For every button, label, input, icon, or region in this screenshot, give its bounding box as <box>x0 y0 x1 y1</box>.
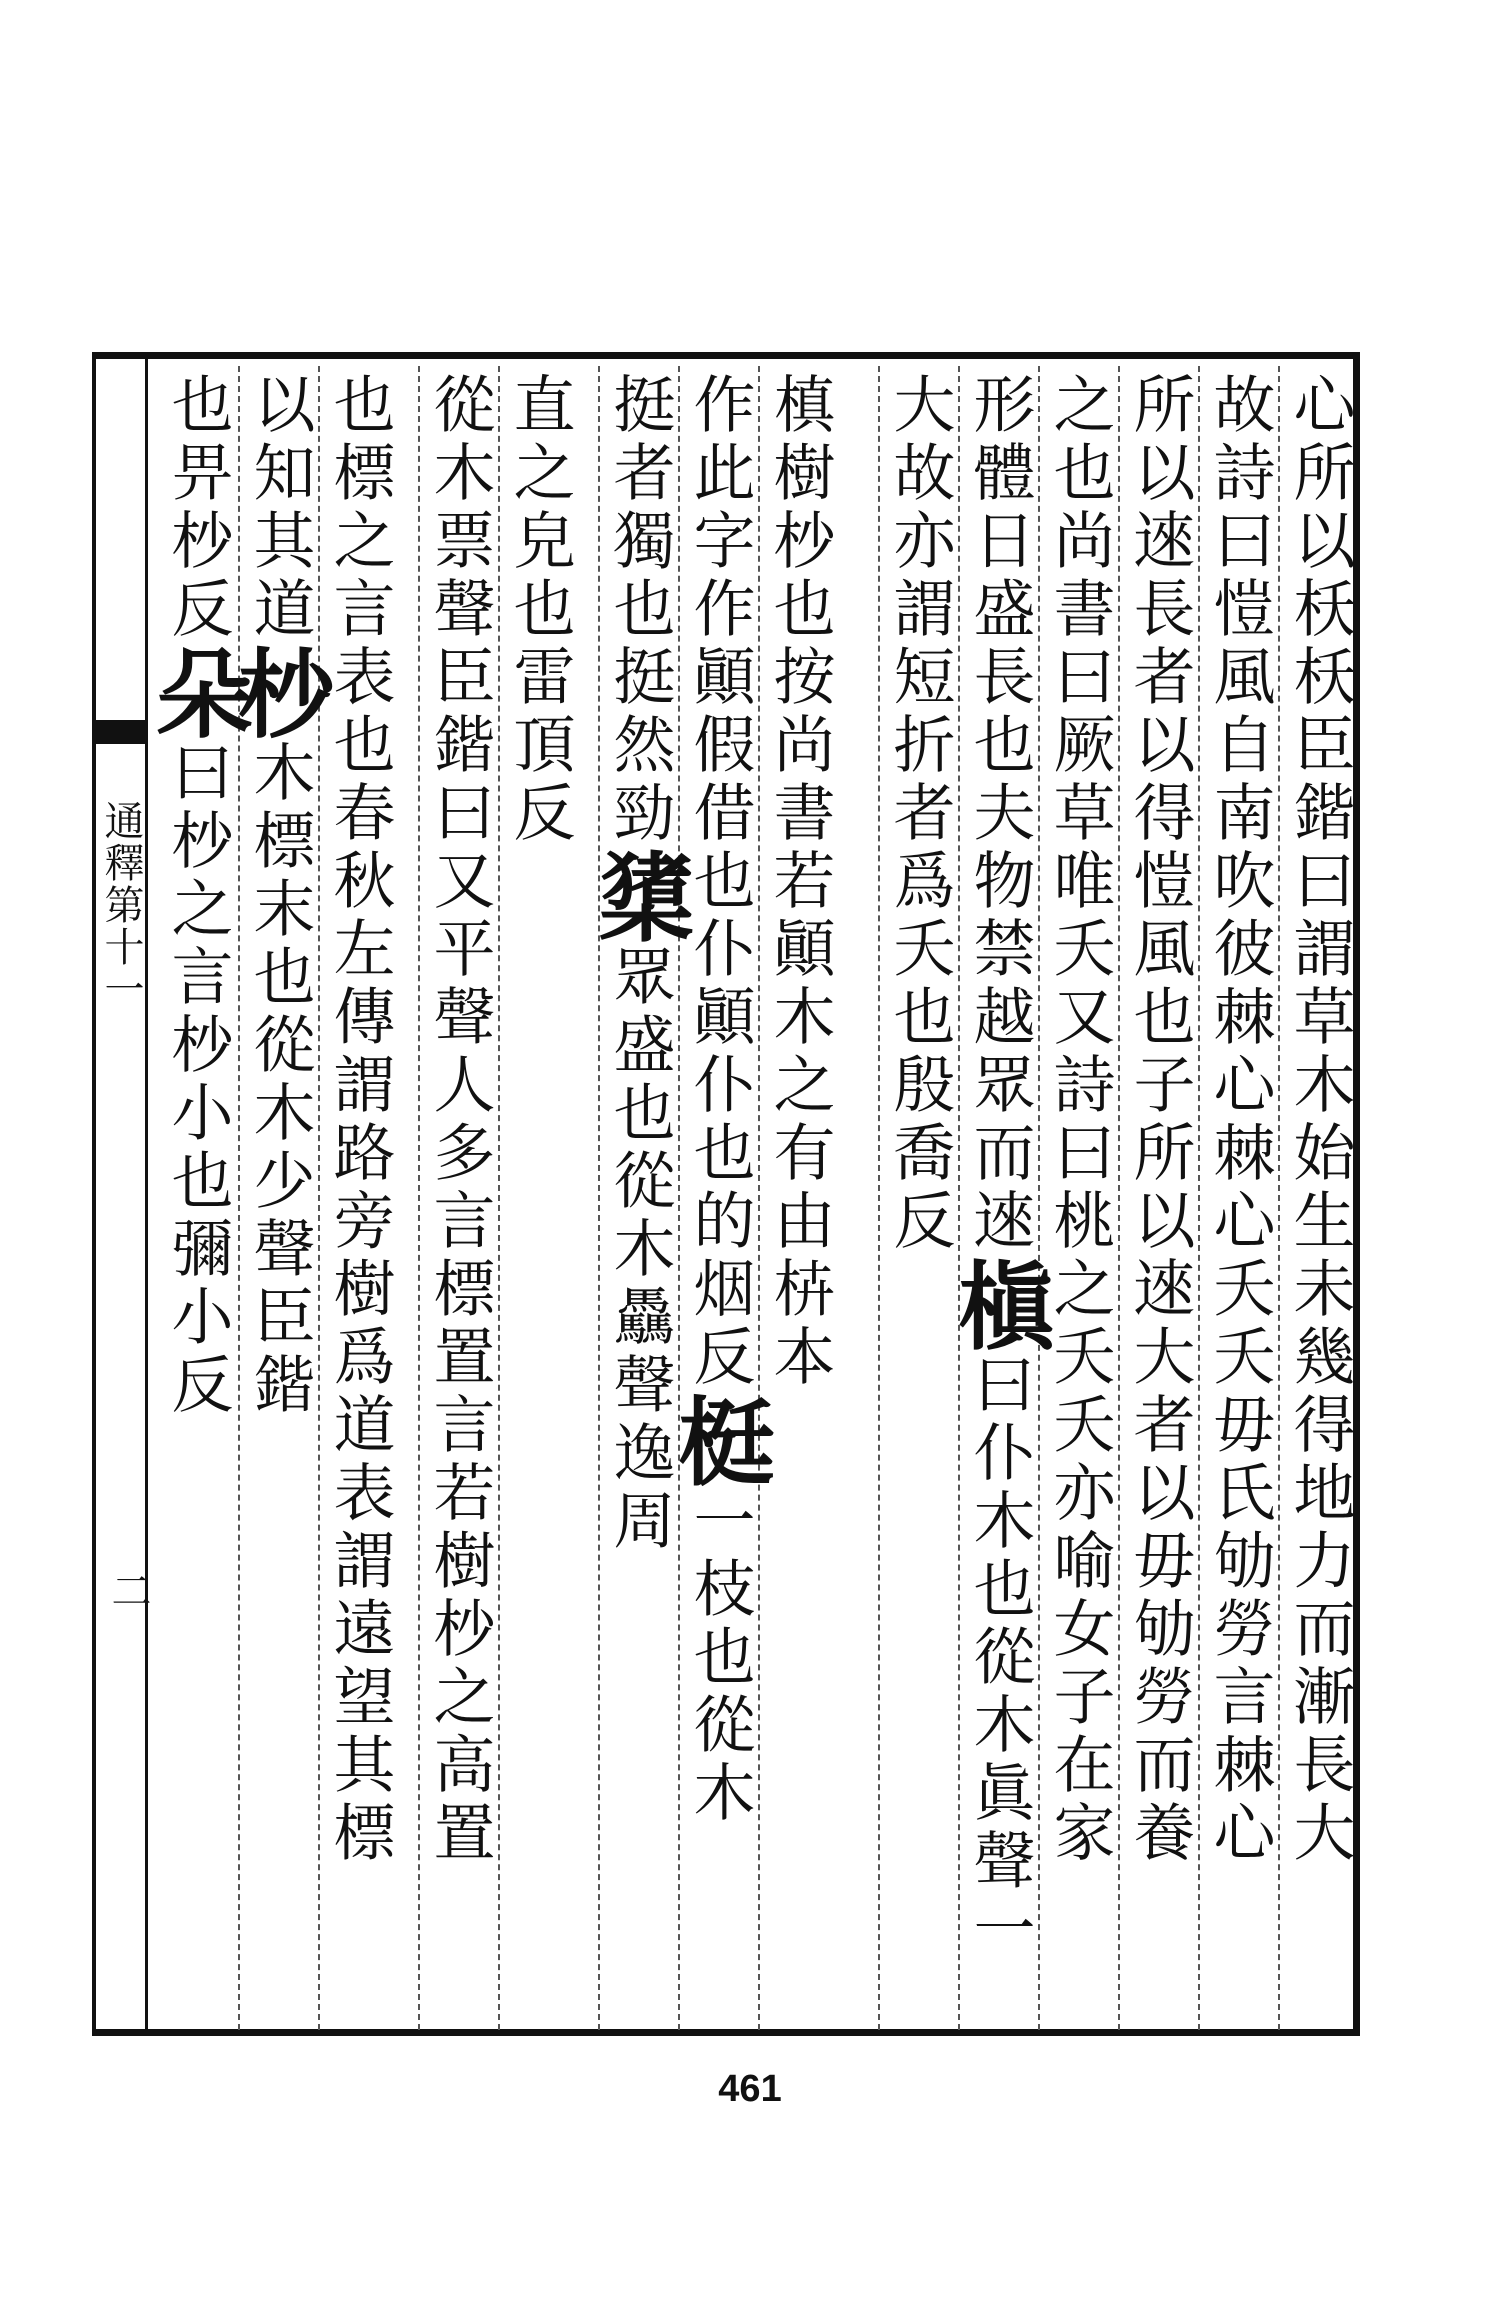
column-rule <box>758 366 760 2030</box>
text-column-13 <box>223 372 336 1420</box>
column-text: 也畀杪反 <box>161 372 234 644</box>
column-text: 曰仆木也從木眞聲一 <box>963 1352 1036 1964</box>
text-column-5 <box>943 372 1056 1964</box>
text-column-14 <box>141 372 254 1420</box>
column-text: 大故亦謂短折者爲夭也殷喬反 <box>883 372 956 1256</box>
column-rule <box>1278 366 1280 2030</box>
text-column-10 <box>502 372 576 848</box>
text-column-11: 從木票聲臣鍇曰又平聲人多言標置言若樹杪之高置 <box>423 372 496 1868</box>
seal-character-heading: 梃 <box>663 1392 776 1488</box>
column-rule <box>598 366 600 2030</box>
margin-title: 通釋第十一 <box>98 800 144 1010</box>
text-column-4: 之也尚書曰厥草唯夭又詩曰桃之夭夭亦喻女子在家 <box>1043 372 1116 1868</box>
text-column-3: 所以逨長者以得愷風也子所以逨大者以毋劬勞而養 <box>1123 372 1196 1868</box>
column-text: 槙樹杪也按尚書若顚木之有由枿本 <box>763 372 836 1392</box>
text-column-2: 故詩曰愷風自南吹彼棘心棘心夭夭毋氏劬勞言棘心 <box>1203 372 1276 1868</box>
column-text: 曰杪之言杪小也彌小反 <box>161 740 234 1420</box>
column-rule <box>1198 366 1200 2030</box>
column-rule <box>878 366 880 2030</box>
text-column-6 <box>882 372 956 1256</box>
text-column-7 <box>762 372 836 1392</box>
column-text: 眾盛也從木驫聲逸周 <box>603 944 676 1556</box>
margin-strip <box>92 359 148 2029</box>
seal-character-heading: 橥 <box>583 848 696 944</box>
column-rule <box>418 366 420 2030</box>
column-text: 一枝也從木 <box>683 1488 756 1828</box>
text-column-9 <box>583 372 696 1556</box>
page-number: 461 <box>718 2068 782 2110</box>
margin-leaf-number: 二 <box>105 1570 151 1610</box>
column-text: 木標末也從木少聲臣鍇 <box>243 740 316 1420</box>
seal-character-heading: 杪 <box>223 644 336 740</box>
column-rule <box>498 366 500 2030</box>
column-rule <box>678 366 680 2030</box>
column-rule <box>238 366 240 2030</box>
column-rule <box>958 366 960 2030</box>
column-text: 作此字作顚假借也仆顚仆也的烟反 <box>683 372 756 1392</box>
seal-character-heading: 槇 <box>943 1256 1056 1352</box>
column-text: 以知其道 <box>243 372 316 644</box>
text-column-1: 心所以枖枖臣鍇曰謂草木始生未幾得地力而漸長大 <box>1283 372 1356 1868</box>
column-text: 形體日盛長也夫物禁越眾而逨 <box>963 372 1036 1256</box>
column-text: 直之皃也雷頂反 <box>503 372 576 848</box>
column-rule <box>318 366 320 2030</box>
column-text: 挺者獨也挺然勁 <box>603 372 676 848</box>
margin-fishtail-mark <box>92 720 148 744</box>
column-rule <box>1118 366 1120 2030</box>
column-rule <box>1038 366 1040 2030</box>
text-column-8 <box>663 372 776 1828</box>
text-column-12: 也標之言表也春秋左傳謂路旁樹爲道表謂遠望其標 <box>323 372 396 1868</box>
seal-character-heading: 朵 <box>141 644 254 740</box>
